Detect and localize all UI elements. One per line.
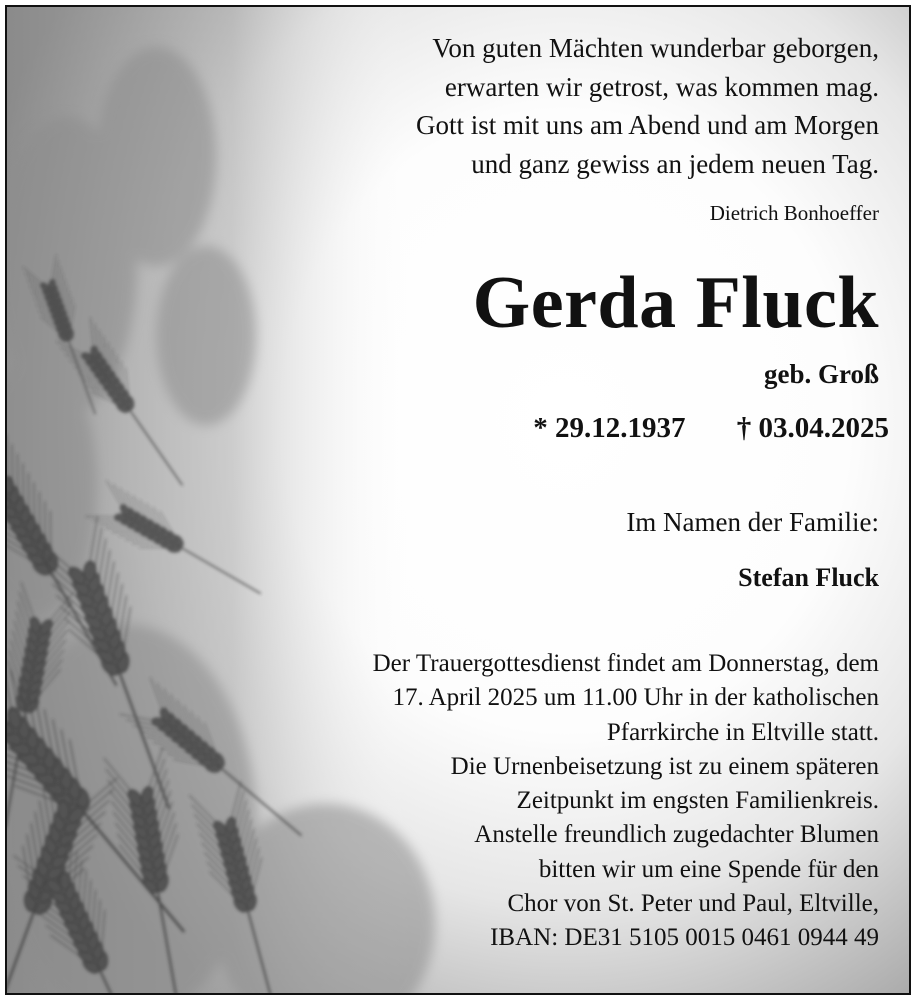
- verse-line: erwarten wir getrost, was kommen mag.: [444, 71, 879, 102]
- death-date: † 03.04.2025: [736, 412, 889, 444]
- verse-line: Gott ist mit uns am Abend und am Morgen: [416, 110, 879, 140]
- verse-line: Von guten Mächten wunderbar geborgen,: [432, 33, 879, 63]
- service-line: IBAN: DE31 5105 0015 0461 0944 49: [490, 924, 879, 952]
- obituary-notice: [5, 5, 911, 995]
- family-label: Im Namen der Familie:: [626, 507, 879, 537]
- service-information: [373, 647, 879, 956]
- service-line: Der Trauergottesdienst findet am Donnerstag, dem: [372, 650, 879, 677]
- service-line: Anstelle freundlich zugedachter Blumen: [474, 821, 879, 849]
- birth-name: geb. Groß: [763, 359, 879, 389]
- deceased-name: Gerda Fluck: [472, 262, 879, 344]
- bonhoeffer-verse: [416, 29, 879, 183]
- service-line: 17. April 2025 um 11.00 Uhr in der katholischen: [392, 684, 879, 712]
- birth-date: * 29.12.1937: [533, 412, 686, 444]
- service-line: Die Urnenbeisetzung ist zu einem späteren: [450, 752, 879, 780]
- service-line: Chor von St. Peter und Paul, Eltville,: [507, 890, 879, 918]
- family-name: Stefan Fluck: [738, 563, 879, 592]
- service-line: Pfarrkirche in Eltville statt.: [606, 718, 879, 746]
- verse-author: Dietrich Bonhoeffer: [709, 201, 879, 225]
- life-dates: [489, 412, 889, 445]
- service-line: bitten wir um eine Spende für den: [538, 855, 879, 883]
- service-line: Zeitpunkt im engsten Familienkreis.: [516, 787, 879, 815]
- verse-line: und ganz gewiss an jedem neuen Tag.: [471, 148, 879, 179]
